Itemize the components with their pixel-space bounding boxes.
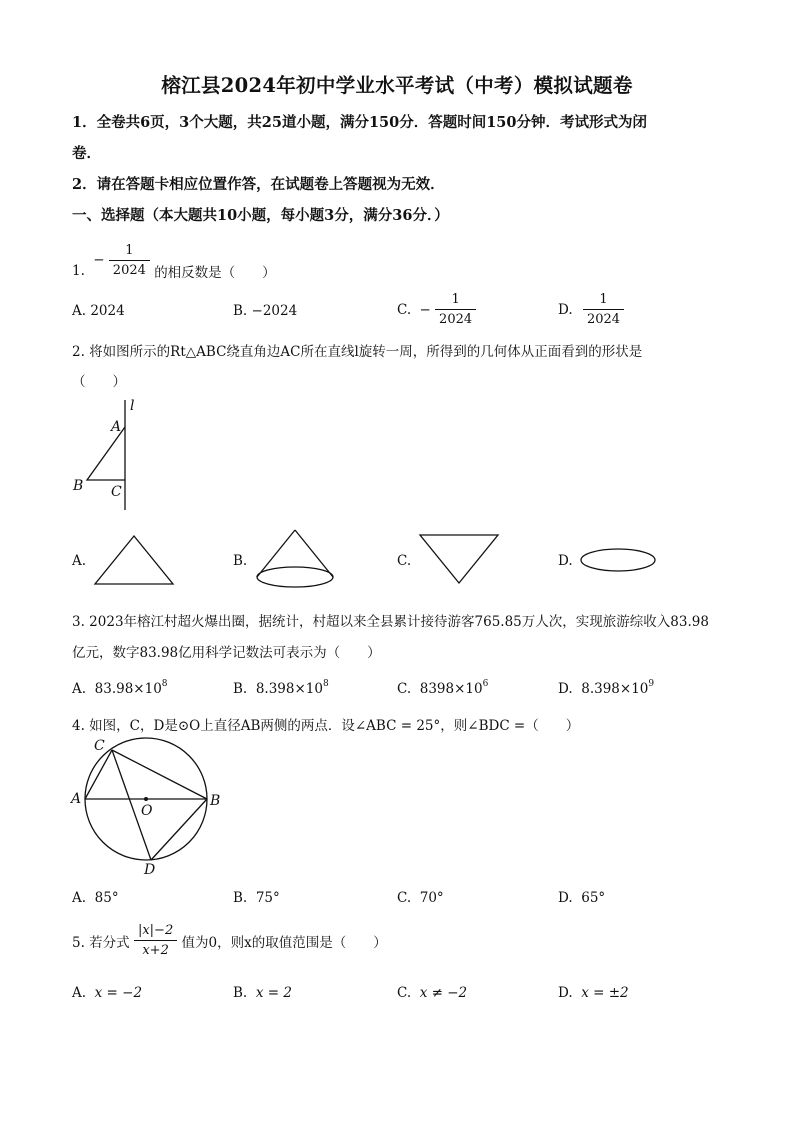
question-2: 2. 将如图所示的Rt△ABC绕直角边AC所在直线l旋转一周，所得到的几何体从正面看到的形状是 <box>72 344 643 360</box>
q2-option-b: B. <box>233 553 248 569</box>
note-2: 2．请在答题卡相应位置作答，在试题卷上答题视为无效． <box>72 176 445 193</box>
q5-option-b: B. x = 2 <box>233 985 292 1001</box>
q4-option-a: A. 85° <box>72 890 119 906</box>
q2-option-b-shape <box>255 528 335 590</box>
q5-option-d: D. x = ±2 <box>558 985 629 1001</box>
exam-title: 榕江县2024年初中学业水平考试（中考）模拟试题卷 <box>161 74 633 97</box>
question-3-cont: 亿元，数字83.98亿用科学记数法可表示为（ ） <box>72 645 381 661</box>
q5-fraction: $\frac{|x|-2}{x+2}$ <box>134 924 177 957</box>
q2-triangle-figure <box>70 395 150 515</box>
q1-option-b: B. −2024 <box>233 303 298 319</box>
q3-option-c: C. $8398\times 10^6$ <box>397 679 489 697</box>
label-a: A <box>71 791 82 807</box>
label-b: B <box>210 793 221 809</box>
q3-option-d: D. $8.398\times 10^9$ <box>558 679 655 697</box>
q2-option-c-shape <box>418 533 500 585</box>
q2-option-d-shape <box>580 548 658 574</box>
q1-minus: − <box>93 252 105 268</box>
question-3: 3. 2023年榕江村超火爆出圈，据统计，村超以来全县累计接待游客765.85万人次，实现旅游综收入83.98 <box>72 614 709 630</box>
q4-option-b: B. 75° <box>233 890 280 906</box>
q1-option-d: D. $\frac{1}{2024}$ <box>558 293 624 326</box>
q2-option-a: A. <box>72 553 87 569</box>
label-l: l <box>130 398 135 414</box>
question-2-cont: （ ） <box>72 374 126 390</box>
note-1-cont: 卷． <box>72 145 101 162</box>
label-b: B <box>73 478 84 494</box>
label-d: D <box>144 862 156 878</box>
label-c: C <box>111 484 122 500</box>
q3-option-b: B. $8.398\times 10^8$ <box>233 679 329 697</box>
label-a: A <box>111 419 122 435</box>
q2-option-a-shape <box>93 534 175 586</box>
q3-option-a: A. $83.98\times 10^8$ <box>72 679 168 697</box>
q4-circle-figure <box>68 734 228 879</box>
question-1: 1. − $\frac{1}{2024}$ 的相反数是（ ） <box>72 242 276 281</box>
q4-option-c: C. 70° <box>397 890 444 906</box>
label-c: C <box>94 738 105 754</box>
q1-option-a: A. 2024 <box>72 303 125 319</box>
q5-option-a: A. x = −2 <box>72 985 143 1001</box>
q5-option-c: C. x ≠ −2 <box>397 985 468 1001</box>
q1-option-c: C. − $\frac{1}{2024}$ <box>397 293 476 326</box>
note-1: 1．全卷共6页，3个大题，共25道小题，满分150分．答题时间150分钟．考试形式为闭 <box>72 114 647 131</box>
section-heading: 一、选择题（本大题共10小题，每小题3分，满分36分．） <box>72 207 449 224</box>
label-o: O <box>141 803 153 819</box>
q4-option-d: D. 65° <box>558 890 606 906</box>
question-5: 5. 若分式 $\frac{|x|-2}{x+2}$ 值为0，则x的取值范围是（ ） <box>72 923 387 958</box>
q2-option-d: D. <box>558 553 573 569</box>
question-4: 4. 如图，C，D是⊙O上直径AB两侧的两点．设∠ABC = 25°，则∠BDC =（ ） <box>72 718 580 734</box>
q1-fraction: $\frac{1}{2024}$ <box>109 244 150 277</box>
q2-option-c: C. <box>397 553 412 569</box>
